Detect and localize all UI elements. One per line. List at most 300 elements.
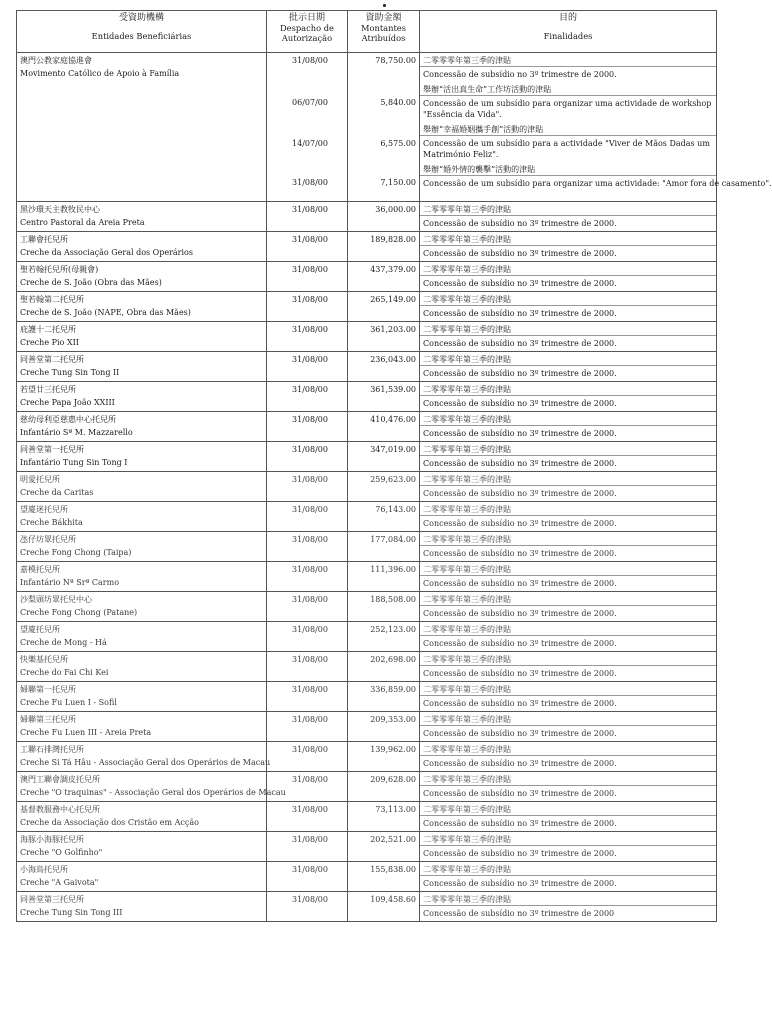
entity-name-pt: Creche de Mong - Há bbox=[20, 638, 107, 647]
amount-cell bbox=[348, 772, 420, 802]
purpose-zh: 二零零零年第三季的津貼 bbox=[423, 265, 511, 274]
entity-name-zh: 同善堂第一托兒所 bbox=[20, 445, 84, 454]
amount-value: 410,476.00 bbox=[370, 415, 416, 424]
amount-value: 202,698.00 bbox=[370, 655, 416, 664]
amount-cell bbox=[348, 832, 420, 862]
entity-cell bbox=[17, 412, 267, 442]
header-date bbox=[267, 11, 348, 53]
entity-cell bbox=[17, 832, 267, 862]
purpose-pt: Concessão de subsídio no 3º trimestre de 2000. bbox=[420, 605, 716, 621]
entity-name-zh: 明愛托兒所 bbox=[20, 475, 60, 484]
amount-value: 111,396.00 bbox=[370, 565, 416, 574]
purpose-cell bbox=[420, 832, 717, 862]
table-row bbox=[17, 802, 717, 832]
entity-name-pt: Creche da Associação dos Cristão em Acção bbox=[20, 818, 199, 827]
table-row bbox=[17, 622, 717, 652]
purpose-zh: 二零零零年第三季的津貼 bbox=[423, 865, 511, 874]
header-entities-zh: 受資助機構 bbox=[118, 13, 164, 23]
entity-name-pt: Creche Papa João XXIII bbox=[20, 398, 115, 407]
date-cell bbox=[267, 382, 348, 412]
purpose-pt: Concessão de subsídio no 3º trimestre de 2000. bbox=[420, 755, 716, 771]
purpose-zh: 二零零零年第三季的津貼 bbox=[423, 325, 511, 334]
purpose-zh: 二零零零年第三季的津貼 bbox=[423, 565, 511, 574]
entity-cell bbox=[17, 262, 267, 292]
entity-cell bbox=[17, 202, 267, 232]
date-cell bbox=[267, 262, 348, 292]
purpose-pt: Concessão de subsídio no 3º trimestre de 2000. bbox=[420, 515, 716, 531]
entity-cell bbox=[17, 232, 267, 262]
purpose-pt: Concessão de subsídio no 3º trimestre de 2000. bbox=[420, 455, 716, 471]
table-row bbox=[17, 412, 717, 442]
entity-cell bbox=[17, 472, 267, 502]
purpose-pt: Concessão de subsídio no 3º trimestre de 2000. bbox=[420, 695, 716, 711]
entity-name-zh: 嘉模托兒所 bbox=[20, 565, 60, 574]
header-entities-pt: Entidades Beneficiárias bbox=[91, 31, 192, 41]
purpose-pt: Concessão de subsídio no 3º trimestre de 2000. bbox=[420, 875, 716, 891]
purpose-zh: 二零零零年第三季的津貼 bbox=[423, 745, 511, 754]
amount-cell bbox=[348, 592, 420, 622]
purpose-cell bbox=[420, 442, 717, 472]
purpose-cell bbox=[420, 562, 717, 592]
date-value: 31/08/00 bbox=[292, 178, 328, 187]
amount-value: 437,379.00 bbox=[370, 265, 416, 274]
entity-name-zh: 望廈托兒所 bbox=[20, 625, 60, 634]
purpose-pt: Concessão de subsídio no 3º trimestre de 2000. bbox=[420, 305, 716, 321]
date-value: 31/08/00 bbox=[292, 685, 328, 694]
date-value: 31/08/00 bbox=[292, 655, 328, 664]
date-cell bbox=[267, 472, 348, 502]
table-row bbox=[17, 202, 717, 232]
purpose-cell bbox=[420, 53, 772, 202]
amount-cell bbox=[348, 412, 420, 442]
purpose-zh: 二零零零年第三季的津貼 bbox=[423, 775, 511, 784]
entity-cell bbox=[17, 322, 267, 352]
amount-value: 109,458.60 bbox=[370, 895, 416, 904]
entity-cell bbox=[17, 862, 267, 892]
amount-cell bbox=[348, 232, 420, 262]
entity-cell bbox=[17, 742, 271, 772]
purpose-cell bbox=[420, 232, 717, 262]
amount-value: 336,859.00 bbox=[370, 685, 416, 694]
entity-name-zh: 澳門工聯會調皮托兒所 bbox=[20, 775, 100, 784]
amount-cell bbox=[348, 292, 420, 322]
entity-name-pt: Centro Pastoral da Areia Preta bbox=[20, 218, 145, 227]
entity-cell bbox=[17, 352, 267, 382]
entity-name-pt: Creche de S. João (NAPE, Obra das Mães) bbox=[20, 308, 191, 317]
purpose-cell bbox=[420, 202, 717, 232]
purpose-cell bbox=[420, 622, 717, 652]
header-purpose-pt: Finalidades bbox=[543, 31, 593, 41]
table-row bbox=[17, 562, 717, 592]
entity-name-pt: Creche Fu Luen I - Sofil bbox=[20, 698, 117, 707]
date-value: 31/08/00 bbox=[292, 355, 328, 364]
table-row bbox=[17, 322, 717, 352]
entity-cell bbox=[17, 652, 267, 682]
purpose-pt: Concessão de subsídio no 3º trimestre de 2000. bbox=[420, 245, 716, 261]
amount-cell bbox=[348, 472, 420, 502]
date-value: 31/08/00 bbox=[292, 445, 328, 454]
amount-cell bbox=[348, 802, 420, 832]
entity-name-zh: 工聯石排灣托兒所 bbox=[20, 745, 84, 754]
purpose-cell bbox=[420, 322, 717, 352]
entity-cell bbox=[17, 802, 267, 832]
amount-value: 236,043.00 bbox=[370, 355, 416, 364]
amount-value: 361,539.00 bbox=[370, 385, 416, 394]
entity-name-zh: 小海鳥托兒所 bbox=[20, 865, 68, 874]
date-value: 31/08/00 bbox=[292, 565, 328, 574]
amount-value: 73,113.00 bbox=[375, 805, 416, 814]
entity-name-pt: Creche Fong Chong (Patane) bbox=[20, 608, 138, 617]
date-cell bbox=[267, 292, 348, 322]
date-value: 31/08/00 bbox=[292, 805, 328, 814]
date-cell bbox=[267, 322, 348, 352]
date-value: 31/08/00 bbox=[292, 625, 328, 634]
purpose-zh: 舉辦“活出真生命”工作坊活動的津貼 bbox=[423, 85, 552, 94]
purpose-pt: Concessão de subsídio no 3º trimestre de 2000. bbox=[420, 785, 716, 801]
date-cell bbox=[267, 502, 348, 532]
table-row-first-entity bbox=[17, 53, 717, 202]
purpose-cell bbox=[420, 772, 717, 802]
entity-cell bbox=[17, 442, 267, 472]
purpose-cell bbox=[420, 502, 717, 532]
date-cell bbox=[267, 442, 348, 472]
purpose-cell bbox=[420, 532, 717, 562]
date-cell bbox=[267, 802, 348, 832]
purpose-zh: 二零零零年第三季的津貼 bbox=[423, 355, 511, 364]
purpose-pt: Concessão de um subsídio para a actividade "Viver de Mãos Dadas um Matrimónio Feliz". bbox=[420, 135, 716, 162]
date-cell bbox=[267, 832, 348, 862]
date-cell bbox=[267, 712, 348, 742]
amount-value: 7,150.00 bbox=[380, 178, 416, 187]
date-cell bbox=[267, 772, 348, 802]
amount-cell bbox=[348, 202, 420, 232]
date-value: 31/08/00 bbox=[292, 535, 328, 544]
table-row bbox=[17, 892, 717, 922]
entity-name-zh: 慈幼母利亞慈惠中心托兒所 bbox=[20, 415, 116, 424]
date-cell bbox=[267, 892, 348, 922]
amount-cell bbox=[348, 322, 420, 352]
date-value: 31/08/00 bbox=[292, 325, 328, 334]
table-row bbox=[17, 652, 717, 682]
date-cell bbox=[267, 862, 348, 892]
amount-cell bbox=[348, 262, 420, 292]
purpose-zh: 二零零零年第三季的津貼 bbox=[423, 655, 511, 664]
table-row bbox=[17, 862, 717, 892]
purpose-cell bbox=[420, 862, 717, 892]
entity-name-pt: Creche Bákhita bbox=[20, 518, 83, 527]
entity-name-zh: 氹仔坊眾托兒所 bbox=[20, 535, 76, 544]
entity-name-pt: Creche de S. João (Obra das Mães) bbox=[20, 278, 162, 287]
date-value: 31/08/00 bbox=[292, 775, 328, 784]
entity-name-pt: Creche Fong Chong (Taipa) bbox=[20, 548, 132, 557]
amount-cell bbox=[348, 532, 420, 562]
date-cell bbox=[267, 562, 348, 592]
entity-name-pt: Creche Fu Luen III - Areia Preta bbox=[20, 728, 152, 737]
date-value: 14/07/00 bbox=[292, 139, 328, 148]
entity-name-zh: 庇護十二托兒所 bbox=[20, 325, 76, 334]
entity-name-pt: Creche Si Tá Hâu - Associação Geral dos Operários de Macau bbox=[20, 758, 271, 767]
date-cell bbox=[267, 652, 348, 682]
entity-cell bbox=[17, 292, 267, 322]
purpose-zh: 二零零零年第三季的津貼 bbox=[423, 475, 511, 484]
entity-name-pt: Creche "O Golfinho" bbox=[20, 848, 103, 857]
amount-value: 6,575.00 bbox=[380, 139, 416, 148]
amount-cell bbox=[348, 742, 420, 772]
purpose-pt: Concessão de subsídio no 3º trimestre de 2000. bbox=[420, 545, 716, 561]
purpose-zh: 二零零零年第三季的津貼 bbox=[423, 56, 511, 65]
table-row bbox=[17, 592, 717, 622]
purpose-cell bbox=[420, 682, 717, 712]
amount-value: 361,203.00 bbox=[370, 325, 416, 334]
table-row bbox=[17, 502, 717, 532]
amount-cell bbox=[348, 862, 420, 892]
subsidy-table bbox=[16, 10, 772, 922]
purpose-zh: 二零零零年第三季的津貼 bbox=[423, 835, 511, 844]
table-row bbox=[17, 262, 717, 292]
header-row bbox=[17, 11, 717, 53]
amount-value: 78,750.00 bbox=[375, 56, 416, 65]
entity-name-zh: 工聯會托兒所 bbox=[20, 235, 68, 244]
amount-cell bbox=[348, 892, 420, 922]
amount-value: 188,508.00 bbox=[370, 595, 416, 604]
date-cell bbox=[267, 53, 348, 202]
purpose-pt: Concessão de subsídio no 3º trimestre de 2000. bbox=[420, 275, 716, 291]
table-row bbox=[17, 832, 717, 862]
amount-cell bbox=[348, 562, 420, 592]
entity-name-zh: 同善堂第三托兒所 bbox=[20, 895, 84, 904]
purpose-zh: 二零零零年第三季的津貼 bbox=[423, 715, 511, 724]
date-value: 31/08/00 bbox=[292, 265, 328, 274]
purpose-pt: Concessão de subsídio no 3º trimestre de 2000. bbox=[420, 485, 716, 501]
table-row bbox=[17, 292, 717, 322]
entity-name-pt: Creche do Fai Chi Kei bbox=[20, 668, 109, 677]
date-cell bbox=[267, 412, 348, 442]
entity-name-zh: 基督教服務中心托兒所 bbox=[20, 805, 100, 814]
purpose-cell bbox=[420, 802, 717, 832]
amount-value: 252,123.00 bbox=[370, 625, 416, 634]
table-row bbox=[17, 532, 717, 562]
amount-cell bbox=[348, 442, 420, 472]
date-value: 31/08/00 bbox=[292, 475, 328, 484]
date-cell bbox=[267, 202, 348, 232]
entity-name-pt: Infantário Nª Srª Carmo bbox=[20, 578, 120, 587]
table-row bbox=[17, 442, 717, 472]
amount-cell bbox=[348, 682, 420, 712]
purpose-cell bbox=[420, 412, 717, 442]
date-value: 06/07/00 bbox=[292, 98, 328, 107]
table-row bbox=[17, 352, 717, 382]
date-value: 31/08/00 bbox=[292, 865, 328, 874]
entity-name-zh: 快樂基托兒所 bbox=[20, 655, 68, 664]
purpose-pt: Concessão de subsídio no 3º trimestre de 2000. bbox=[420, 215, 716, 231]
purpose-cell bbox=[420, 592, 717, 622]
date-value: 31/08/00 bbox=[292, 505, 328, 514]
purpose-pt: Concessão de subsídio no 3º trimestre de 2000. bbox=[420, 425, 716, 441]
amount-value: 155,838.00 bbox=[370, 865, 416, 874]
purpose-zh: 二零零零年第三季的津貼 bbox=[423, 505, 511, 514]
purpose-pt: Concessão de subsídio no 3º trimestre de 2000. bbox=[420, 815, 716, 831]
amount-cell bbox=[348, 382, 420, 412]
entity-cell bbox=[17, 562, 267, 592]
entity-name-zh: 婦聯第一托兒所 bbox=[20, 685, 76, 694]
date-value: 31/08/00 bbox=[292, 745, 328, 754]
amount-value: 5,840.00 bbox=[380, 98, 416, 107]
entity-cell bbox=[17, 592, 267, 622]
entity-name-pt: Creche da Associação Geral dos Operários bbox=[20, 248, 193, 257]
table-row bbox=[17, 382, 717, 412]
entity-name-zh: 聖若翰第二托兒所 bbox=[20, 295, 84, 304]
entity-cell bbox=[17, 892, 267, 922]
amount-value: 177,084.00 bbox=[370, 535, 416, 544]
header-purpose-zh: 目的 bbox=[558, 13, 577, 23]
purpose-pt: Concessão de subsídio no 3º trimestre de 2000. bbox=[420, 66, 716, 82]
header-amount bbox=[348, 11, 420, 53]
table-row bbox=[17, 742, 717, 772]
purpose-pt: Concessão de subsídio no 3º trimestre de 2000 bbox=[420, 905, 716, 921]
table-row bbox=[17, 772, 717, 802]
entity-cell bbox=[17, 382, 267, 412]
purpose-pt: Concessão de subsídio no 3º trimestre de 2000. bbox=[420, 665, 716, 681]
purpose-zh: 二零零零年第三季的津貼 bbox=[423, 625, 511, 634]
amount-value: 76,143.00 bbox=[375, 505, 416, 514]
date-value: 31/08/00 bbox=[292, 235, 328, 244]
purpose-pt: Concessão de subsídio no 3º trimestre de 2000. bbox=[420, 725, 716, 741]
purpose-zh: 二零零零年第三季的津貼 bbox=[423, 535, 511, 544]
date-value: 31/08/00 bbox=[292, 415, 328, 424]
entity-cell bbox=[17, 532, 267, 562]
purpose-zh: 二零零零年第三季的津貼 bbox=[423, 445, 511, 454]
amount-value: 189,828.00 bbox=[370, 235, 416, 244]
amount-cell bbox=[348, 652, 420, 682]
entity-name-pt: Creche da Caritas bbox=[20, 488, 94, 497]
purpose-pt: Concessão de um subsídio para organizar uma actividade de workshop "Essência da Vida". bbox=[420, 95, 716, 122]
date-cell bbox=[267, 232, 348, 262]
amount-value: 139,962.00 bbox=[370, 745, 416, 754]
entity-cell bbox=[17, 682, 267, 712]
purpose-zh: 二零零零年第三季的津貼 bbox=[423, 295, 511, 304]
purpose-cell bbox=[420, 382, 717, 412]
purpose-zh: 二零零零年第三季的津貼 bbox=[423, 685, 511, 694]
amount-cell bbox=[348, 53, 420, 202]
purpose-cell bbox=[420, 652, 717, 682]
purpose-zh: 二零零零年第三季的津貼 bbox=[423, 385, 511, 394]
entity-name-zh: 若望廿三托兒所 bbox=[20, 385, 76, 394]
amount-value: 347,019.00 bbox=[370, 445, 416, 454]
purpose-cell bbox=[420, 742, 717, 772]
date-cell bbox=[267, 592, 348, 622]
header-date-zh: 批示日期 bbox=[288, 13, 325, 23]
entity-name-zh: 望廈迷托兒所 bbox=[20, 505, 68, 514]
entity-cell bbox=[17, 53, 267, 202]
purpose-pt: Concessão de um subsídio para organizar uma actividade: "Amor fora de casamento". bbox=[420, 175, 716, 191]
date-cell bbox=[267, 742, 348, 772]
amount-value: 259,623.00 bbox=[370, 475, 416, 484]
date-value: 31/08/00 bbox=[292, 895, 328, 904]
date-value: 31/08/00 bbox=[292, 56, 328, 65]
purpose-pt: Concessão de subsídio no 3º trimestre de 2000. bbox=[420, 845, 716, 861]
purpose-zh: 二零零零年第三季的津貼 bbox=[423, 805, 511, 814]
scan-mark bbox=[383, 4, 386, 7]
purpose-pt: Concessão de subsídio no 3º trimestre de 2000. bbox=[420, 635, 716, 651]
entity-cell bbox=[17, 622, 267, 652]
entity-name-pt: Infantário Tung Sin Tong I bbox=[20, 458, 128, 467]
entity-name-pt: Creche Pio XII bbox=[20, 338, 79, 347]
entity-cell bbox=[17, 502, 267, 532]
header-date-pt: Despacho de Autorização bbox=[280, 23, 334, 43]
date-value: 31/08/00 bbox=[292, 595, 328, 604]
date-value: 31/08/00 bbox=[292, 295, 328, 304]
amount-value: 209,353.00 bbox=[370, 715, 416, 724]
purpose-cell bbox=[420, 472, 717, 502]
date-cell bbox=[267, 532, 348, 562]
purpose-cell bbox=[420, 892, 717, 922]
purpose-zh: 二零零零年第三季的津貼 bbox=[423, 205, 511, 214]
header-amount-zh: 資助金額 bbox=[365, 13, 402, 23]
date-cell bbox=[267, 622, 348, 652]
amount-cell bbox=[348, 712, 420, 742]
purpose-zh: 二零零零年第三季的津貼 bbox=[423, 235, 511, 244]
amount-cell bbox=[348, 622, 420, 652]
entity-name-pt: Creche Tung Sin Tong III bbox=[20, 908, 123, 917]
table-row bbox=[17, 232, 717, 262]
amount-value: 36,000.00 bbox=[375, 205, 416, 214]
entity-name-zh: 同善堂第二托兒所 bbox=[20, 355, 84, 364]
purpose-zh: 舉辦“幸福婚姻攜手創”活動的津貼 bbox=[423, 125, 544, 134]
purpose-zh: 二零零零年第三季的津貼 bbox=[423, 595, 511, 604]
entity-name-zh: 海豚小海豚托兒所 bbox=[20, 835, 84, 844]
entity-name-zh: 沙梨頭坊眾托兒中心 bbox=[20, 595, 92, 604]
header-amount-pt: Montantes Atribuídos bbox=[361, 23, 406, 43]
table-row bbox=[17, 712, 717, 742]
purpose-pt: Concessão de subsídio no 3º trimestre de 2000. bbox=[420, 335, 716, 351]
amount-value: 209,628.00 bbox=[370, 775, 416, 784]
date-value: 31/08/00 bbox=[292, 385, 328, 394]
entity-cell bbox=[17, 772, 286, 802]
purpose-pt: Concessão de subsídio no 3º trimestre de 2000. bbox=[420, 365, 716, 381]
entity-name-pt: Creche "O traquinas" - Associação Geral dos Operários de Macau bbox=[20, 788, 286, 797]
purpose-cell bbox=[420, 292, 717, 322]
amount-value: 265,149.00 bbox=[370, 295, 416, 304]
purpose-cell bbox=[420, 352, 717, 382]
entity-name-pt: Creche "A Gaivota" bbox=[20, 878, 99, 887]
entity-name-pt: Infantário Sª M. Mazzarello bbox=[20, 428, 133, 437]
date-value: 31/08/00 bbox=[292, 205, 328, 214]
date-cell bbox=[267, 682, 348, 712]
purpose-cell bbox=[420, 262, 717, 292]
entity-name-zh: 澳門公教家庭協進會 bbox=[20, 56, 92, 65]
purpose-pt: Concessão de subsídio no 3º trimestre de 2000. bbox=[420, 575, 716, 591]
purpose-zh: 舉辦“婚外情的襲擊”活動的津貼 bbox=[423, 165, 536, 174]
entity-cell bbox=[17, 712, 267, 742]
amount-cell bbox=[348, 352, 420, 382]
header-purpose bbox=[420, 11, 717, 53]
entity-name-pt: Creche Tung Sin Tong II bbox=[20, 368, 120, 377]
date-value: 31/08/00 bbox=[292, 835, 328, 844]
table-row bbox=[17, 472, 717, 502]
entity-name-pt: Movimento Católico de Apoio à Família bbox=[20, 69, 180, 78]
entity-name-zh: 黑沙環天主教牧民中心 bbox=[20, 205, 100, 214]
purpose-zh: 二零零零年第三季的津貼 bbox=[423, 895, 511, 904]
purpose-pt: Concessão de subsídio no 3º trimestre de 2000. bbox=[420, 395, 716, 411]
entity-name-zh: 婦聯第三托兒所 bbox=[20, 715, 76, 724]
table-row bbox=[17, 682, 717, 712]
purpose-zh: 二零零零年第三季的津貼 bbox=[423, 415, 511, 424]
amount-cell bbox=[348, 502, 420, 532]
header-entities bbox=[17, 11, 267, 53]
date-value: 31/08/00 bbox=[292, 715, 328, 724]
date-cell bbox=[267, 352, 348, 382]
purpose-cell bbox=[420, 712, 717, 742]
